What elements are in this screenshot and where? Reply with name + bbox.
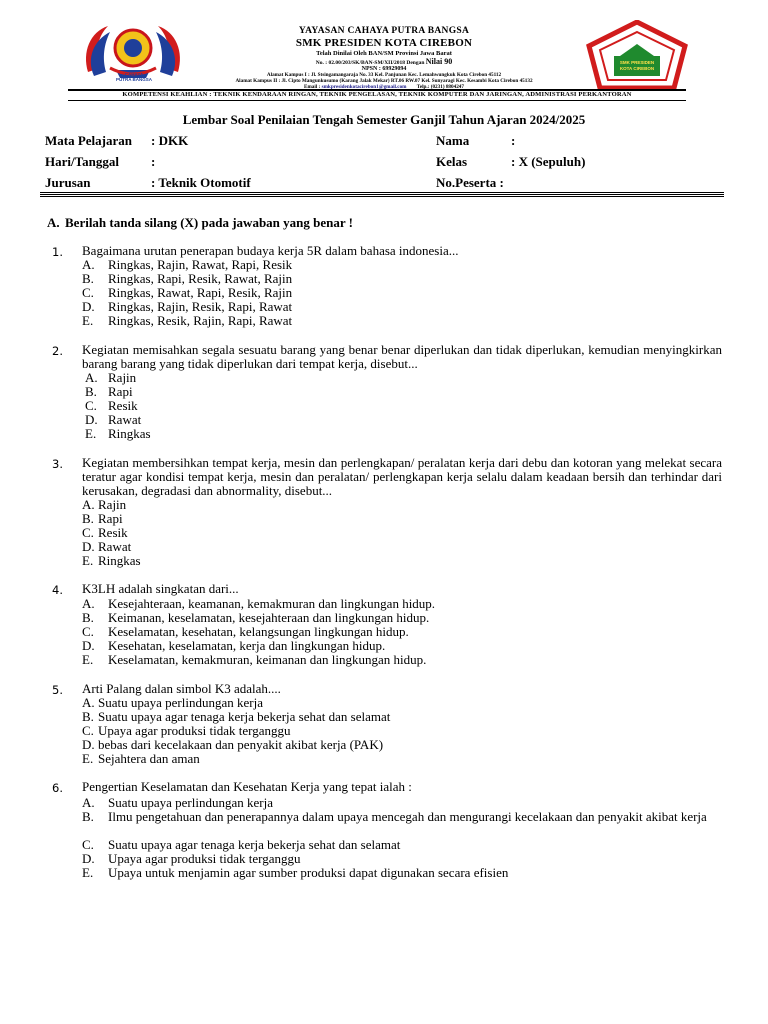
date-label: Hari/Tanggal: [45, 154, 119, 169]
question-5-option-d[interactable]: D. bebas dari kecelakaan dan penyakit akibat kerja (PAK): [82, 737, 384, 752]
foundation-logo: [80, 22, 186, 92]
name-label: Nama: [436, 133, 470, 148]
question-2-option-a[interactable]: A. Rajin: [85, 370, 137, 385]
decree-line: [190, 57, 578, 66]
question-2-number: 2.: [52, 344, 63, 358]
class-value: : X (Sepuluh): [511, 154, 586, 169]
section-instruction: Berilah tanda silang (X) pada jawaban yang benar !: [65, 215, 353, 230]
school-logo-line2: KOTA CIREBON: [619, 65, 655, 71]
question-1-option-e[interactable]: E. Ringkas, Resik, Rajin, Rapi, Rawat: [82, 313, 293, 328]
address-campus-1: Alamat Kampus I : Jl. Stsingamangaraja No. 33 Kel. Panjunan Kec. Lemahwungkuk Kota Cirebon 45112: [266, 72, 502, 79]
school-logo-line1: SMK PRESIDEN: [619, 60, 655, 65]
foundation-logo-line2: PUTRA BANGSA: [115, 76, 153, 82]
school-emblem-icon: [584, 20, 690, 90]
question-4-text: K3LH adalah singkatan dari...: [82, 581, 239, 596]
name-value: :: [511, 133, 516, 148]
npsn: NPSN : 69929094: [361, 66, 407, 73]
question-1-option-d[interactable]: D. Ringkas, Rajin, Resik, Rapi, Rawat: [82, 299, 293, 314]
question-4-option-e[interactable]: E. Keselamatan, kemakmuran, keimanan dan lingkungan hidup.: [82, 652, 427, 667]
header-rule-3: [40, 196, 724, 197]
email-label: Email :: [304, 84, 321, 91]
question-5-text: Arti Palang dalan simbol K3 adalah....: [82, 681, 281, 696]
question-6-number: 6.: [52, 781, 63, 795]
question-4-option-c[interactable]: C. Keselamatan, kesehatan, kelangsungan lingkungan hidup.: [82, 624, 409, 639]
question-2-option-c[interactable]: C. Resik: [85, 398, 138, 413]
address-campus-2: Alamat Kampus II : Jl. Cipto Mangunkusumo (Karang Jalak Mekar) RT.06 RW.07 Kel. Sunyaragi Kec. Kesambi Kota Cirebon 45132: [235, 78, 533, 85]
question-6-option-a[interactable]: A. Suatu upaya perlindungan kerja: [82, 795, 273, 810]
school-name: SMK PRESIDEN KOTA CIREBON: [295, 36, 473, 49]
question-2-text: Kegiatan memisahkan segala sesuatu barang yang benar benar diperlukan dan tidak diperlukan, kemudian menyingkirkan barang barang yang tidak diperlukan dari tempat kerja, disebut...: [82, 342, 722, 371]
letterhead: [190, 26, 578, 91]
question-4-option-d[interactable]: D. Kesehatan, keselamatan, kerja dan lingkungan hidup.: [82, 638, 386, 653]
question-3-option-c[interactable]: C. Resik: [82, 525, 128, 540]
question-6-option-b-letter: B.: [82, 809, 94, 824]
class-label: Kelas: [436, 154, 468, 169]
question-3-text: Kegiatan membersihkan tempat kerja, mesin dan perlengkapan/ peralatan kerja dari debu dan kotoran yang melekat secara teratur agar kondisi tempat kerja, mesin dan peralatan/ perlengkapan kerja selalu dalam keadaan bersih dan terhindar dari kerusakan, degradasi dan abnormality, disebut...: [82, 455, 722, 498]
major-value: : Teknik Otomotif: [151, 175, 251, 190]
question-6-text: Pengertian Keselamatan dan Kesehatan Kerja yang tepat ialah :: [82, 779, 412, 794]
question-2-option-b[interactable]: B. Rapi: [85, 384, 133, 399]
question-5-option-e[interactable]: E. Sejahtera dan aman: [82, 751, 200, 766]
question-2-option-d[interactable]: D. Rawat: [85, 412, 142, 427]
question-1-option-c[interactable]: C. Ringkas, Rawat, Rapi, Resik, Rajin: [82, 285, 293, 300]
question-3-option-b[interactable]: B. Rapi: [82, 511, 123, 526]
competency-list: KOMPETENSI KEAHLIAN : TEKNIK KENDARAAN RINGAN, TEKNIK PENGELASAN, TEKNIK KOMPUTER DAN JARINGAN, ADMINISTRASI PERKANTORAN: [122, 91, 632, 98]
section-heading: [47, 215, 353, 231]
date-value: :: [151, 154, 156, 169]
question-6-option-c[interactable]: C. Suatu upaya agar tenaga kerja bekerja sehat dan selamat: [82, 837, 401, 852]
question-6-option-b[interactable]: Ilmu pengetahuan dan penerapannya dalam upaya mencegah dan mengurangi kecelakaan dan penyakit akibat kerja: [108, 809, 707, 824]
header-rule-2: [40, 194, 724, 195]
email-link[interactable]: smkpresidenkotacirebon1@gmail.com: [321, 84, 407, 91]
participant-label: No.Peserta :: [436, 175, 504, 190]
question-3-number: 3.: [52, 457, 63, 471]
question-4-option-b[interactable]: B. Keimanan, keselamatan, kesejahteraan dan lingkungan hidup.: [82, 610, 430, 625]
question-5-option-c[interactable]: C. Upaya agar produksi tidak terganggu: [82, 723, 291, 738]
section-letter: A.: [47, 215, 60, 230]
phone-number: Telp.: (0231) 8804247: [416, 84, 464, 91]
question-5-option-a[interactable]: A. Suatu upaya perlindungan kerja: [82, 695, 263, 710]
subject-label: Mata Pelajaran: [45, 133, 133, 148]
question-3-option-d[interactable]: D. Rawat: [82, 539, 132, 554]
foundation-logo-line1: CAHAYA: [124, 72, 144, 77]
question-5-number: 5.: [52, 683, 63, 697]
question-1-text: Bagaimana urutan penerapan budaya kerja 5R dalam bahasa indonesia...: [82, 243, 459, 258]
question-1-number: 1.: [52, 245, 63, 259]
subject-value: : DKK: [151, 133, 189, 148]
decree-score: Nilai 90: [425, 57, 453, 67]
question-2-option-e[interactable]: E. Ringkas: [85, 426, 151, 441]
question-6-option-e[interactable]: E. Upaya untuk menjamin agar sumber produksi dapat digunakan secara efisien: [82, 865, 509, 880]
question-1-option-b[interactable]: B. Ringkas, Rapi, Resik, Rawat, Rajin: [82, 271, 293, 286]
question-4-number: 4.: [52, 583, 63, 597]
exam-title: Lembar Soal Penilaian Tengah Semester Ganjil Tahun Ajaran 2024/2025: [182, 112, 586, 127]
major-label: Jurusan: [45, 175, 91, 190]
competency-divider: [68, 100, 686, 101]
accreditation-text: Telah Dinilai Oleh BAN/SM Provinsi Jawa Barat: [316, 49, 452, 57]
question-1-option-a[interactable]: A. Ringkas, Rajin, Rawat, Rapi, Resik: [82, 257, 293, 272]
question-6-option-d[interactable]: D. Upaya agar produksi tidak terganggu: [82, 851, 301, 866]
question-3-option-a[interactable]: A. Rajin: [82, 497, 127, 512]
decree-number: No. : 02.00/203/SK/BAN-SM/XII/2018 Dengan: [315, 60, 425, 67]
question-3-option-e[interactable]: E. Ringkas: [82, 553, 141, 568]
foundation-name: YAYASAN CAHAYA PUTRA BANGSA: [298, 26, 470, 36]
header-rule-1: [40, 192, 724, 193]
question-5-option-b[interactable]: B. Suatu upaya agar tenaga kerja bekerja sehat dan selamat: [82, 709, 391, 724]
question-4-option-a[interactable]: A. Kesejahteraan, keamanan, kemakmuran dan lingkungan hidup.: [82, 596, 436, 611]
school-logo: [584, 20, 690, 90]
